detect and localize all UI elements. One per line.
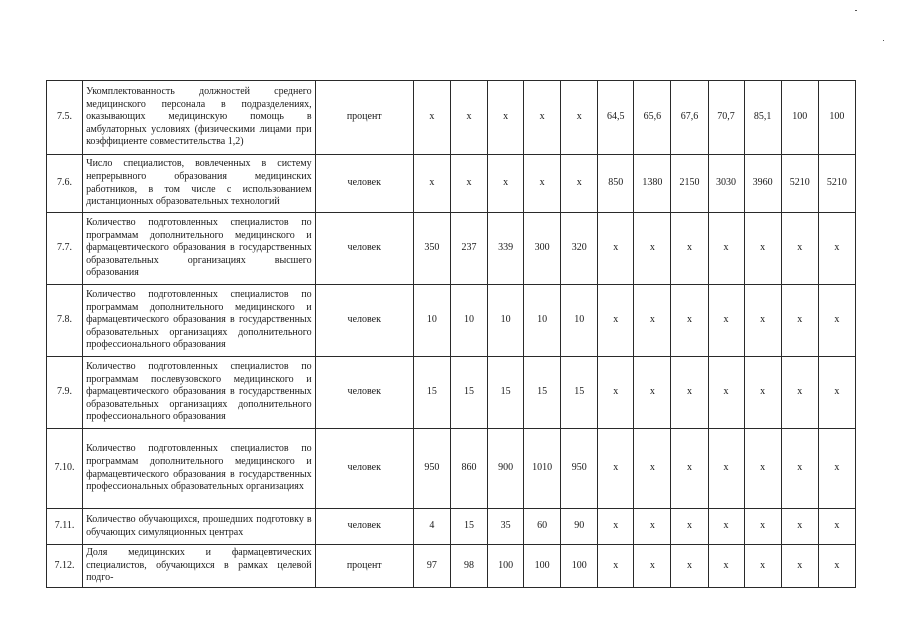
value-cell: х	[671, 357, 708, 429]
indicator-cell	[83, 155, 316, 213]
value-cell: 90	[561, 509, 598, 545]
value-cell: х	[634, 509, 671, 545]
unit-of-measure: человек	[315, 509, 413, 545]
table-row	[47, 155, 856, 213]
value-cell: 3030	[708, 155, 744, 213]
value-cell: х	[561, 81, 598, 155]
value-cell: х	[818, 509, 855, 545]
value-cell: х	[634, 545, 671, 588]
value-cell: х	[488, 155, 524, 213]
value-cell: х	[744, 509, 781, 545]
value-cell: х	[671, 285, 708, 357]
value-cell: х	[781, 429, 818, 509]
value-cell: х	[708, 429, 744, 509]
value-cell: х	[413, 155, 450, 213]
value-cell: х	[708, 285, 744, 357]
value-cell: 67,6	[671, 81, 708, 155]
value-cell: х	[450, 155, 487, 213]
row-number: 7.12.	[47, 545, 83, 588]
value-cell: 2150	[671, 155, 708, 213]
indicator-description: Число специалистов, вовлеченных в систему непрерывного образования медицинских работников, в том числе с использованием дистанционных образовательных технологий	[86, 158, 312, 208]
value-cell: 350	[413, 213, 450, 285]
table-body	[47, 81, 856, 588]
value-cell: 860	[450, 429, 487, 509]
value-cell: х	[524, 81, 561, 155]
row-number: 7.8.	[47, 285, 83, 357]
value-cell: х	[450, 81, 487, 155]
value-cell: 237	[450, 213, 487, 285]
indicator-description: Доля медицинских и фармацевтических специалистов, обучающихся в рамках целевой подго-	[86, 547, 312, 584]
value-cell: х	[781, 509, 818, 545]
value-cell: 15	[450, 357, 487, 429]
value-cell: 15	[450, 509, 487, 545]
value-cell: х	[744, 545, 781, 588]
table-row	[47, 81, 856, 155]
value-cell: х	[634, 429, 671, 509]
indicator-cell	[83, 509, 316, 545]
value-cell: х	[818, 357, 855, 429]
indicator-description: Количество подготовленных специалистов по программам дополнительного медицинского и фармацевтического образования в государственных профессиональных образовательных организациях	[86, 443, 312, 493]
value-cell: 950	[413, 429, 450, 509]
value-cell: 5210	[781, 155, 818, 213]
value-cell: х	[634, 213, 671, 285]
value-cell: х	[634, 357, 671, 429]
value-cell: 10	[561, 285, 598, 357]
indicator-description: Количество подготовленных специалистов по программам послевузовского медицинского и фармацевтического образования в государственных образовательных организациях дополнительного профессионального образования	[86, 361, 312, 423]
value-cell: 15	[561, 357, 598, 429]
value-cell: х	[413, 81, 450, 155]
value-cell: 98	[450, 545, 487, 588]
value-cell: 339	[488, 213, 524, 285]
value-cell: х	[781, 545, 818, 588]
value-cell: х	[781, 285, 818, 357]
value-cell: х	[744, 357, 781, 429]
indicators-table	[46, 80, 856, 588]
value-cell: х	[744, 213, 781, 285]
unit-of-measure: процент	[315, 545, 413, 588]
row-number: 7.5.	[47, 81, 83, 155]
value-cell: 100	[818, 81, 855, 155]
indicator-description: Укомплектованность должностей среднего медицинского персонала в подразделениях, оказывающих медицинскую помощь в амбулаторных условиях (физическими лицами при коэффициенте совместительства 1,2)	[86, 86, 312, 148]
row-number: 7.11.	[47, 509, 83, 545]
value-cell: 100	[561, 545, 598, 588]
indicator-description: Количество подготовленных специалистов по программам дополнительного медицинского и фармацевтического образования в государственных образовательных организациях высшего образования	[86, 217, 312, 279]
table-row	[47, 429, 856, 509]
indicator-cell	[83, 545, 316, 588]
value-cell: х	[781, 357, 818, 429]
table-row	[47, 357, 856, 429]
value-cell: 100	[781, 81, 818, 155]
unit-of-measure: процент	[315, 81, 413, 155]
value-cell: 10	[413, 285, 450, 357]
indicator-description: Количество обучающихся, прошедших подготовку в обучающих симуляционных центрах	[86, 513, 312, 538]
value-cell: 15	[488, 357, 524, 429]
value-cell: х	[598, 509, 634, 545]
value-cell: 320	[561, 213, 598, 285]
scan-speck	[855, 10, 857, 11]
value-cell: 10	[524, 285, 561, 357]
value-cell: 100	[524, 545, 561, 588]
value-cell: х	[708, 213, 744, 285]
value-cell: 1010	[524, 429, 561, 509]
value-cell: х	[818, 429, 855, 509]
value-cell: х	[671, 545, 708, 588]
unit-of-measure: человек	[315, 213, 413, 285]
value-cell: х	[708, 509, 744, 545]
table-row	[47, 545, 856, 588]
value-cell: х	[561, 155, 598, 213]
value-cell: 10	[450, 285, 487, 357]
value-cell: 5210	[818, 155, 855, 213]
value-cell: 900	[488, 429, 524, 509]
value-cell: 1380	[634, 155, 671, 213]
scan-speck	[883, 40, 884, 41]
table-row	[47, 509, 856, 545]
value-cell: х	[671, 429, 708, 509]
value-cell: х	[818, 545, 855, 588]
value-cell: х	[671, 509, 708, 545]
value-cell: х	[744, 429, 781, 509]
value-cell: х	[488, 81, 524, 155]
value-cell: 4	[413, 509, 450, 545]
value-cell: х	[744, 285, 781, 357]
value-cell: х	[708, 357, 744, 429]
value-cell: 10	[488, 285, 524, 357]
unit-of-measure: человек	[315, 155, 413, 213]
value-cell: 300	[524, 213, 561, 285]
value-cell: х	[598, 357, 634, 429]
value-cell: 97	[413, 545, 450, 588]
value-cell: 64,5	[598, 81, 634, 155]
indicator-cell	[83, 81, 316, 155]
value-cell: 35	[488, 509, 524, 545]
row-number: 7.9.	[47, 357, 83, 429]
value-cell: 850	[598, 155, 634, 213]
value-cell: 15	[413, 357, 450, 429]
value-cell: х	[598, 285, 634, 357]
indicator-description: Количество подготовленных специалистов по программам дополнительного медицинского и фармацевтического образования в государственных образовательных организациях дополнительного профессионального образования	[86, 289, 312, 351]
indicator-cell	[83, 357, 316, 429]
row-number: 7.6.	[47, 155, 83, 213]
value-cell: 950	[561, 429, 598, 509]
unit-of-measure: человек	[315, 285, 413, 357]
value-cell: 60	[524, 509, 561, 545]
value-cell: х	[818, 213, 855, 285]
value-cell: 85,1	[744, 81, 781, 155]
indicator-cell	[83, 285, 316, 357]
indicator-cell	[83, 429, 316, 509]
unit-of-measure: человек	[315, 357, 413, 429]
value-cell: х	[524, 155, 561, 213]
value-cell: 65,6	[634, 81, 671, 155]
unit-of-measure: человек	[315, 429, 413, 509]
value-cell: х	[708, 545, 744, 588]
indicator-cell	[83, 213, 316, 285]
value-cell: х	[598, 213, 634, 285]
table-row	[47, 213, 856, 285]
value-cell: 15	[524, 357, 561, 429]
value-cell: х	[598, 545, 634, 588]
value-cell: х	[781, 213, 818, 285]
value-cell: 70,7	[708, 81, 744, 155]
table-row	[47, 285, 856, 357]
value-cell: х	[634, 285, 671, 357]
row-number: 7.10.	[47, 429, 83, 509]
value-cell: х	[818, 285, 855, 357]
row-number: 7.7.	[47, 213, 83, 285]
value-cell: 100	[488, 545, 524, 588]
value-cell: х	[598, 429, 634, 509]
value-cell: х	[671, 213, 708, 285]
value-cell: 3960	[744, 155, 781, 213]
